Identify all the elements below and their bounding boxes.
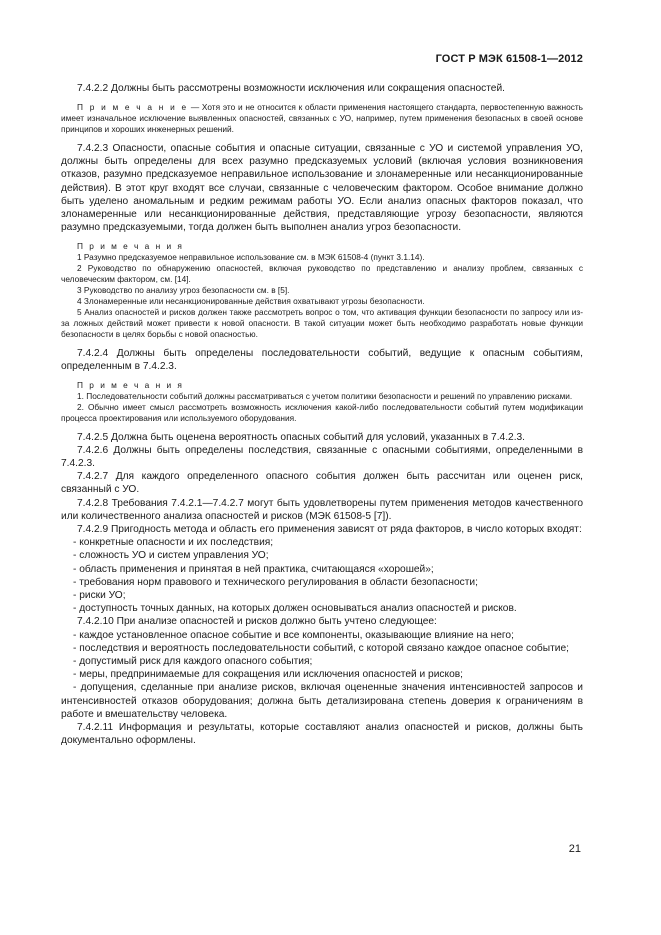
document-code-header: ГОСТ Р МЭК 61508-1—2012 [435, 53, 583, 65]
clause-7-4-2-6: 7.4.2.6 Должны быть определены последствия, связанные с опасными событиями, определенными в 7.4.2.3. [61, 444, 583, 469]
clause-7-4-2-4: 7.4.2.4 Должны быть определены последовательности событий, ведущие к опасным событиям, определенным в 7.4.2.3. [61, 347, 583, 372]
list-item: - допустимый риск для каждого опасного события; [73, 655, 313, 667]
clause-7-4-2-11: 7.4.2.11 Информация и результаты, которые составляют анализ опасностей и рисков, должны быть документально оформлены. [61, 722, 583, 747]
document-body [61, 82, 583, 747]
list-item: - допущения, сделанные при анализе рисков, включая оцененные значения интенсивностей запросов и интенсивностей отказов оборудования; должна быть детализирована степень доверия к ограничениям в работе и вмешательству человека. [61, 682, 583, 720]
clause-7-4-2-5: 7.4.2.5 Должна быть оценена вероятность опасных событий для условий, указанных в 7.4.2.3. [77, 431, 526, 443]
list-item: - конкретные опасности и их последствия; [73, 537, 274, 549]
clause-7-4-2-10: 7.4.2.10 При анализе опасностей и рисков должно быть учтено следующее: [77, 616, 437, 628]
notes-label: П р и м е ч а н и я [77, 379, 184, 390]
clause-7-4-2-3: 7.4.2.3 Опасности, опасные события и опасные ситуации, связанные с УО и системой управления УО, должны быть определены для всех разумно предсказуемых условий (включая условия возникновения отказов, разумно предсказуемое неправильное использование и злонамеренные или несанкционированные действия). В этот круг входят все случаи, связанные с человеческим фактором. Особое внимание должно быть уделено аномальным и редким режимам работы УО. Если анализ опасных факторов показал, что злонамеренные или несанкционированные действия, представляющие угрозу безопасности, являются разумно предсказуемыми, тогда должен быть выполнен анализ угроз безопасности. [61, 142, 583, 234]
list-item: - область применения и принятая в ней практика, считающаяся «хорошей»; [73, 563, 434, 575]
note-item: 1. Последовательности событий должны рассматриваться с учетом политики безопасности и решений по управлению рисками. [77, 390, 573, 401]
clause-7-4-2-8: 7.4.2.8 Требования 7.4.2.1—7.4.2.7 могут быть удовлетворены путем применения методов качественного или количественного анализа опасностей и рисков (МЭК 61508-5 [7]). [61, 497, 583, 522]
list-item: - меры, предпринимаемые для сокращения или исключения опасностей и рисков; [73, 669, 463, 681]
note-text: — Хотя это и не относится к области применения настоящего стандарта, первостепенную важность имеет изначальное исключение выявленных опасностей, связанных с УО, например, путем применения безопасных в своей основе принципов и хороших инженерных решений. [61, 102, 583, 135]
note-label: П р и м е ч а н и е [77, 102, 189, 113]
note-item: 5 Анализ опасностей и рисков должен также рассмотреть вопрос о том, что активация функции безопасности по запросу или из-за ложных действий может привести к новой опасности. В такой ситуации может быть необходимо разработать новые функции безопасности в целях борьбы с новой опасностью. [61, 306, 583, 339]
note-block-1 [61, 102, 583, 135]
list-item: - сложность УО и систем управления УО; [73, 550, 269, 562]
note-item: 2. Обычно имеет смысл рассмотреть возможность исключения какой-либо последовательности событий путем модификации процесса проектирования или используемого оборудования. [61, 401, 583, 423]
note-item: 3 Руководство по анализу угроз безопасности см. в [5]. [77, 284, 290, 295]
note-item: 2 Руководство по обнаружению опасностей, включая руководство по представлению и анализу проблем, связанных с человеческим фактором, см. [14]. [61, 263, 583, 285]
list-item: - каждое установленное опасное событие и все компоненты, оказывающие влияние на него; [73, 629, 514, 641]
page-number: 21 [568, 843, 581, 855]
list-item: - доступность точных данных, на которых должен основываться анализ опасностей и рисков. [73, 603, 517, 615]
note-item: 4 Злонамеренные или несанкционированные действия охватывают угрозы безопасности. [77, 295, 425, 306]
clause-7-4-2-7: 7.4.2.7 Для каждого определенного опасного события должен быть рассчитан или оценен риск, связанный с УО. [61, 471, 583, 496]
note-item: 1 Разумно предсказуемое неправильное использование см. в МЭК 61508-4 (пункт 3.1.14). [77, 252, 425, 263]
list-item: - последствия и вероятность последовательности событий, с которой связано каждое опасное событие; [73, 642, 569, 654]
clause-7-4-2-9: 7.4.2.9 Пригодность метода и область его применения зависят от ряда факторов, в число которых входят: [77, 523, 582, 535]
list-item: - требования норм правового и технического регулирования в области безопасности; [73, 576, 478, 588]
notes-label: П р и м е ч а н и я [77, 241, 184, 252]
clause-7-4-2-2: 7.4.2.2 Должны быть рассмотрены возможности исключения или сокращения опасностей. [77, 83, 505, 94]
list-item: - риски УО; [73, 589, 126, 601]
